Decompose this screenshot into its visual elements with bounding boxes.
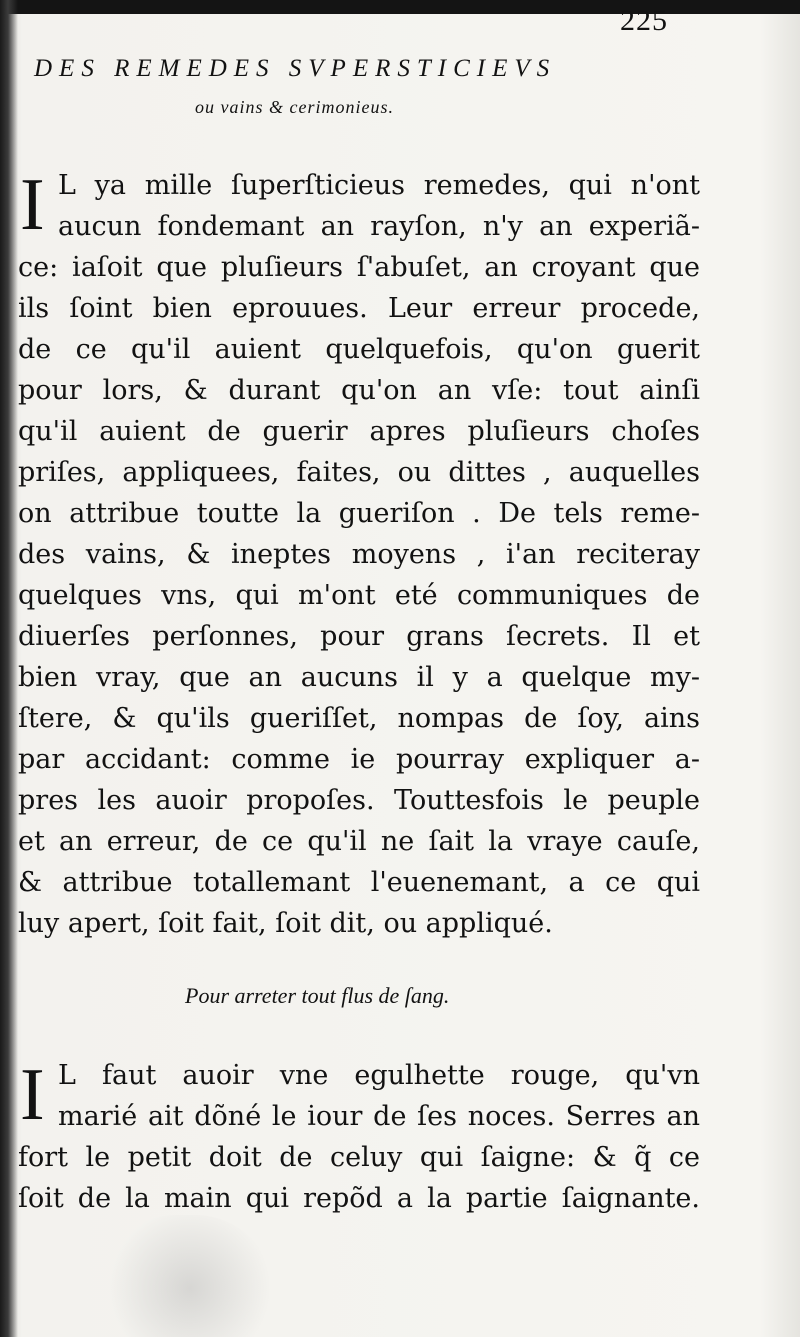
text-line: aucun fondemant an rayſon, n'y an experiã- — [58, 211, 700, 242]
running-head: DES REMEDES SVPERSTICIEVS — [34, 55, 557, 82]
text-line: marié ait dõné le iour de ſes noces. Serres an — [58, 1101, 700, 1132]
text-line: ſoit de la main qui repõd a la partie ſaignante. — [18, 1183, 700, 1214]
text-line: diuerſes perſonnes, pour grans ſecrets. Il et — [18, 621, 700, 652]
text-line: bien vray, que an aucuns il y a quelque my- — [18, 662, 700, 693]
text-line: par accidant: comme ie pourray expliquer a- — [18, 744, 700, 775]
text-line: pres les auoir propoſes. Touttesfois le peuple — [18, 785, 700, 816]
text-line: ce: iaſoit que pluſieurs ſ'abuſet, an croyant que — [18, 252, 700, 283]
text-line: & attribue totallemant l'euenemant, a ce qui — [18, 867, 700, 898]
paper-stain — [105, 1215, 275, 1337]
text-line: ſtere, & qu'ils gueriſſet, nompas de ſoy, ains — [18, 703, 700, 734]
text-line: de ce qu'il auient quelquefois, qu'on guerit — [18, 334, 700, 365]
text-line: qu'il auient de guerir apres pluſieurs choſes — [18, 416, 700, 447]
text-line: pour lors, & durant qu'on an vſe: tout ainſi — [18, 375, 700, 406]
text-line: luy apert, ſoit fait, ſoit dit, ou appliqué. — [18, 908, 553, 939]
running-subhead: ou vains & cerimonieus. — [195, 97, 394, 117]
text-line: on attribue toutte la gueriſon . De tels reme- — [18, 498, 700, 529]
scan-binding-edge — [0, 0, 18, 1337]
scan-top-edge — [0, 0, 800, 14]
dropcap-paragraph-2: I — [20, 1054, 45, 1136]
text-line: des vains, & ineptes moyens , i'an reciteray — [18, 539, 700, 570]
text-line: fort le petit doit de celuy qui ſaigne: & q̃ ce — [18, 1142, 700, 1173]
text-line: ils ſoint bien eprouues. Leur erreur procede, — [18, 293, 700, 324]
text-line: et an erreur, de ce qu'il ne ſait la vraye cauſe, — [18, 826, 700, 857]
text-line: quelques vns, qui m'ont eté communiques de — [18, 580, 700, 611]
dropcap-paragraph-1: I — [20, 164, 45, 246]
text-line: L faut auoir vne egulhette rouge, qu'vn — [58, 1060, 700, 1091]
section-heading: Pour arreter tout flus de ſang. — [185, 983, 450, 1008]
text-line: priſes, appliquees, faites, ou dittes , auquelles — [18, 457, 700, 488]
text-line: L ya mille ſuperſticieus remedes, qui n'ont — [58, 170, 700, 201]
page-number: 225 — [620, 4, 668, 37]
